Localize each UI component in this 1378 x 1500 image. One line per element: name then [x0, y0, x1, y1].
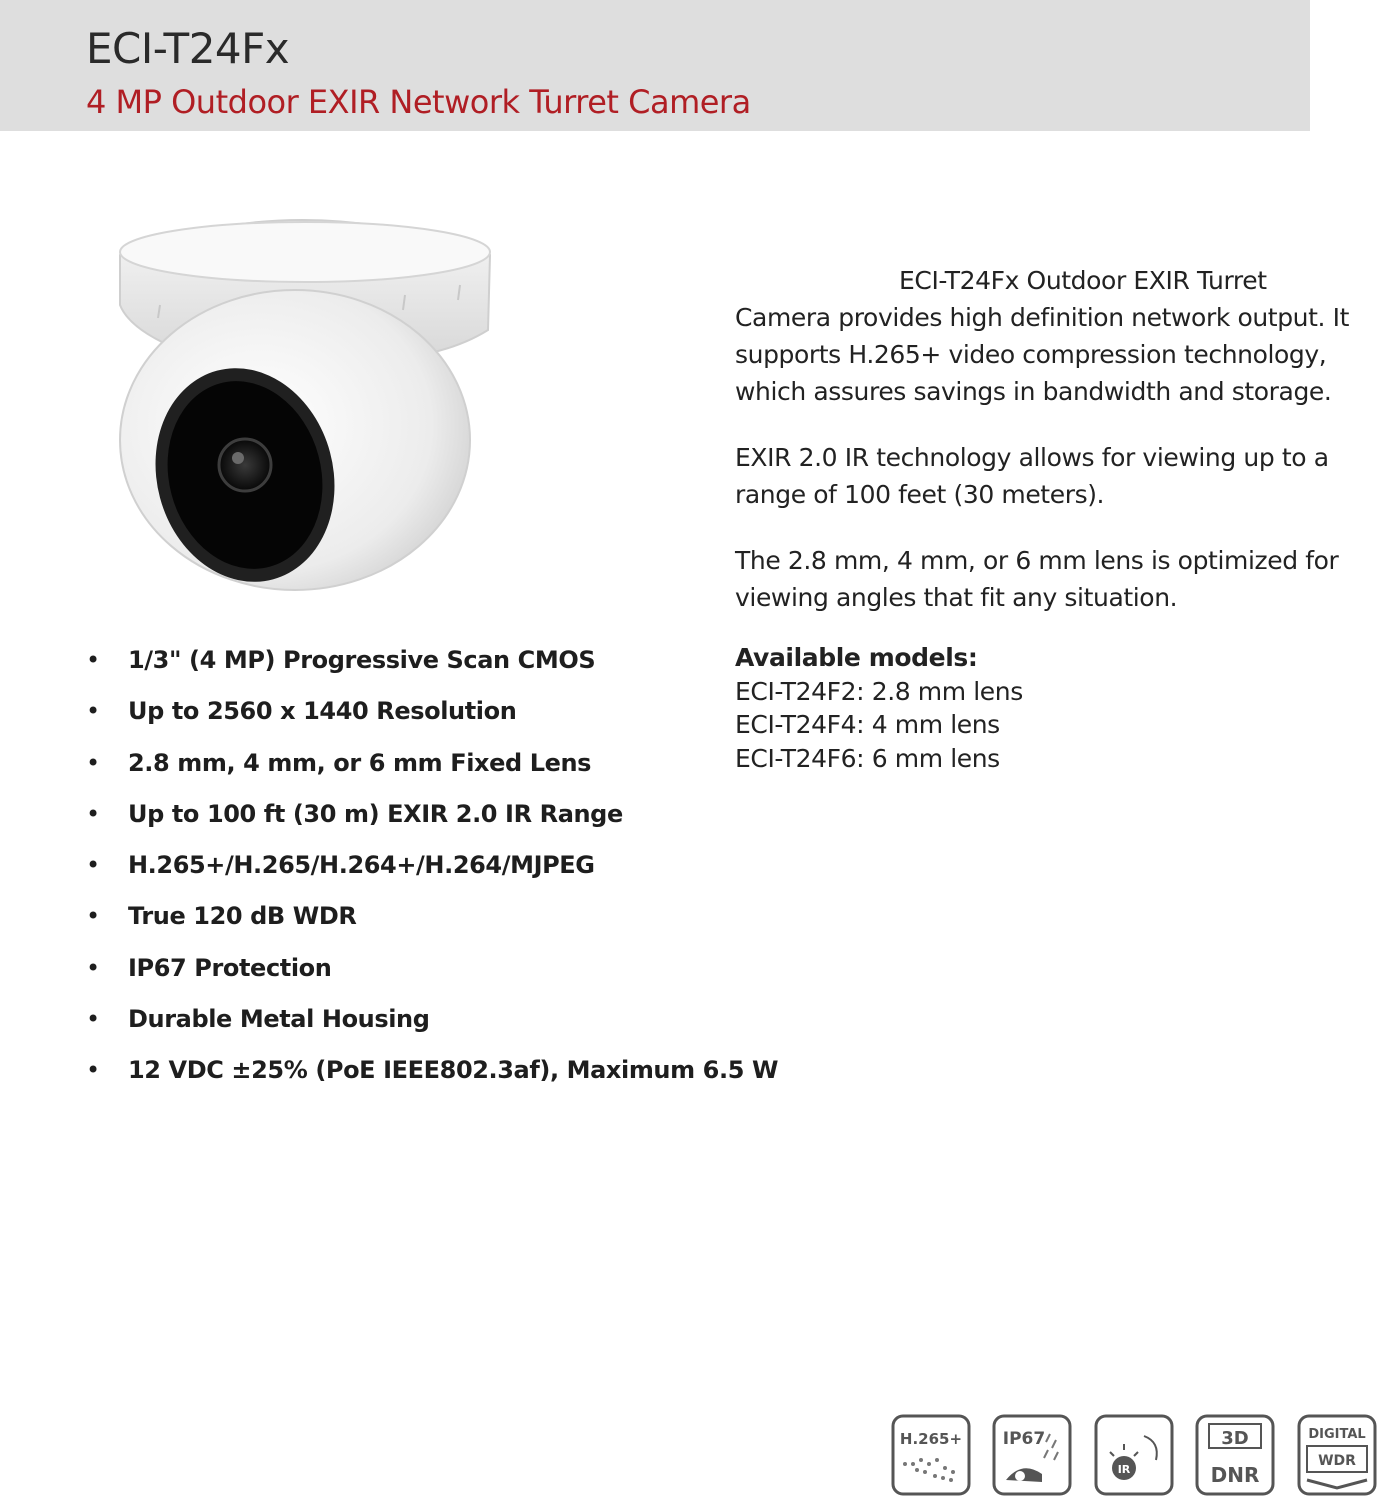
bullet: • [86, 646, 100, 674]
feature-item [80, 851, 720, 902]
feature-item [80, 800, 720, 851]
feature-text: Durable Metal Housing [128, 1005, 430, 1034]
model-item: ECI-T24F4: 4 mm lens [735, 710, 1000, 739]
model-item: ECI-T24F2: 2.8 mm lens [735, 676, 1023, 706]
bullet: • [86, 697, 100, 726]
wdr-badge-icon [1297, 1414, 1377, 1496]
feature-text: Up to 2560 x 1440 Resolution [128, 697, 517, 726]
feature-item [80, 1005, 720, 1056]
product-title: ECI-T24Fx [86, 24, 290, 73]
feature-item [80, 697, 720, 748]
wdr-badge-top: DIGITAL [1308, 1427, 1366, 1442]
feature-item [80, 1056, 779, 1107]
models-section [735, 641, 1023, 775]
dnr-badge-bottom: DNR [1210, 1463, 1260, 1487]
bullet: • [86, 1005, 100, 1034]
feature-text: Up to 100 ft (30 m) EXIR 2.0 IR Range [128, 799, 623, 828]
h265-badge-icon [891, 1414, 971, 1496]
dnr-badge-icon [1195, 1414, 1275, 1496]
feature-text: True 120 dB WDR [128, 902, 357, 931]
description-paragraph: The 2.8 mm, 4 mm, or 6 mm lens is optimized for viewing angles that fit any situation. [735, 546, 1339, 612]
bullet: • [86, 748, 100, 777]
ip67-badge-label: IP67 [1002, 1429, 1046, 1449]
description-paragraph: ECI-T24Fx Outdoor EXIR Turret Camera provides high definition network output. It supports H.265+ video compression technology, which assures savings in bandwidth and storage. [735, 266, 1349, 406]
wdr-badge-bottom: WDR [1318, 1453, 1356, 1469]
h265-badge-label: H.265+ [899, 1430, 963, 1448]
model-item: ECI-T24F6: 6 mm lens [735, 743, 1000, 773]
feature-list [80, 646, 779, 1108]
feature-text: 2.8 mm, 4 mm, or 6 mm Fixed Lens [128, 748, 592, 777]
bullet: • [86, 953, 100, 982]
ir-badge-label: IR [1117, 1463, 1131, 1476]
bullet: • [86, 799, 100, 828]
feature-text: IP67 Protection [128, 953, 332, 982]
description [735, 262, 1365, 645]
feature-text: 1/3" (4 MP) Progressive Scan CMOS [128, 646, 596, 674]
feature-item [80, 749, 720, 800]
product-subtitle: 4 MP Outdoor EXIR Network Turret Camera [86, 83, 751, 121]
header-band [0, 0, 1310, 131]
bullet: • [86, 851, 100, 880]
feature-item [80, 954, 720, 1005]
feature-item [80, 646, 720, 697]
camera-image [100, 210, 500, 595]
feature-item [80, 902, 720, 953]
ip67-badge-icon [992, 1414, 1072, 1496]
bullet: • [86, 1056, 100, 1085]
ir-badge-icon [1094, 1414, 1174, 1496]
dnr-badge-top: 3D [1221, 1428, 1249, 1449]
description-paragraph: EXIR 2.0 IR technology allows for viewing up to a range of 100 feet (30 meters). [735, 443, 1329, 509]
bullet: • [86, 902, 100, 931]
feature-text: H.265+/H.265/H.264+/H.264/MJPEG [128, 851, 595, 880]
models-heading: Available models: [735, 643, 978, 672]
feature-text: 12 VDC ±25% (PoE IEEE802.3af), Maximum 6.5 W [128, 1056, 779, 1085]
